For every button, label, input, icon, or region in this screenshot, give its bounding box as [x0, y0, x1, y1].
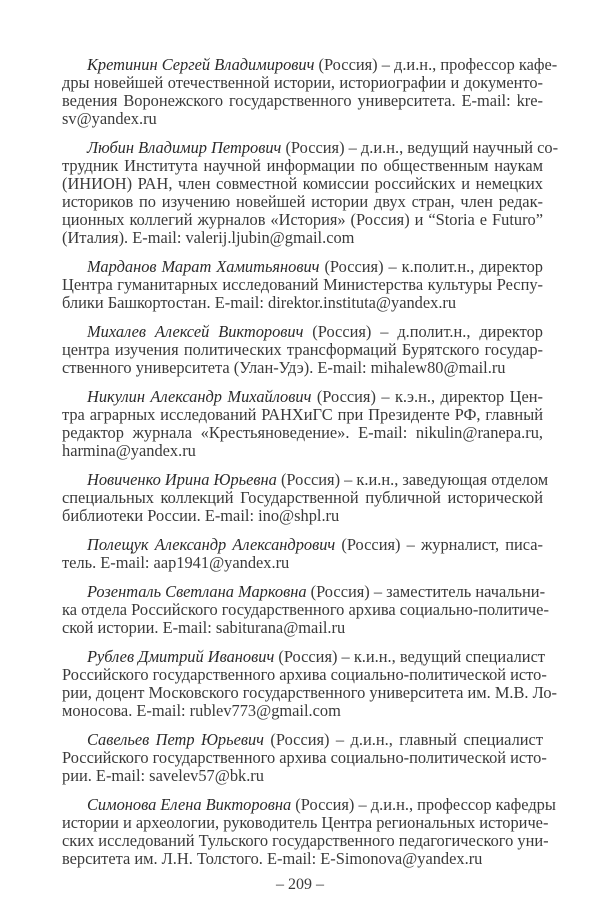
entry-line: [62, 619, 543, 637]
entry-line: [62, 554, 543, 572]
entry-text: (ИНИОН) РАН, член совместной комиссии российских и немецких: [62, 174, 543, 193]
entry-line: [62, 175, 543, 193]
entry-text: рии. E-mail: savelev57@bk.ru: [62, 766, 264, 785]
entry-text: тель. E-mail: aap1941@yandex.ru: [62, 553, 290, 572]
author-entry: [62, 388, 543, 460]
entry-text: sv@yandex.ru: [62, 109, 157, 128]
author-entry: [62, 795, 556, 868]
entry-line: [62, 702, 543, 720]
entry-line: [62, 600, 549, 619]
entry-line: [62, 276, 543, 294]
author-entry: [62, 323, 543, 377]
entry-text: ционных коллегий журналов «История» (Россия) и “Storia e Futuro”: [62, 210, 543, 229]
entry-line: [62, 229, 543, 247]
entry-text: ских исследований Тульского государственного педагогического уни-: [62, 831, 549, 850]
entry-line: [62, 294, 543, 312]
entry-line: [62, 55, 558, 74]
entry-line: [62, 507, 543, 525]
author-entry: [62, 55, 558, 128]
author-name: Полещук Александр Александрович: [87, 535, 336, 554]
entry-text: ка отдела Российского государственного архива социально-политиче-: [62, 600, 549, 619]
author-name: Любин Владимир Петрович: [87, 138, 282, 157]
entry-line: [62, 157, 543, 175]
entry-text: (Россия) – заместитель начальни-: [306, 582, 546, 601]
entry-line: [62, 211, 543, 229]
entry-text: (Россия) – к.полит.н., директор: [319, 257, 543, 276]
entry-line: [62, 323, 543, 341]
entry-text: редактор журнала «Крестьяноведение». E-mail: nikulin@ranepa.ru,: [62, 423, 543, 442]
entry-text: (Россия) – д.и.н., профессор кафе-: [314, 55, 558, 74]
entry-text: историков по изучению новейшей истории двух стран, член редак-: [62, 192, 543, 211]
author-entry: [62, 730, 547, 785]
author-entry: [62, 536, 543, 572]
entry-line: [62, 536, 543, 554]
entry-line: [62, 731, 543, 749]
entry-text: ственного университета (Улан-Удэ). E-mail: mihalew80@mail.ru: [62, 358, 506, 377]
entry-line: [62, 138, 559, 157]
entry-text: Российского государственного архива социально-политической исто-: [62, 748, 547, 767]
author-name: Никулин Александр Михайлович: [87, 387, 312, 406]
author-list: [62, 55, 559, 879]
entry-line: [62, 748, 547, 767]
entry-text: верситета им. Л.Н. Толстого. E-mail: E-Simonova@yandex.ru: [62, 849, 483, 868]
author-name: Симонова Елена Викторовна: [87, 795, 292, 814]
entry-text: (Россия) – д.и.н., главный специалист: [263, 730, 543, 749]
entry-text: истории и археологии, руководитель Центра региональных историче-: [62, 813, 549, 832]
entry-text: (Италия). E-mail: valerij.ljubin@gmail.com: [62, 228, 355, 247]
entry-line: [62, 813, 549, 832]
entry-line: [62, 424, 543, 442]
entry-line: [62, 767, 543, 785]
page-number: – 209 –: [276, 876, 324, 893]
entry-line: [62, 831, 549, 850]
author-name: Розенталь Светлана Марковна: [87, 582, 307, 601]
entry-line: [62, 442, 543, 460]
entry-line: [62, 258, 543, 276]
entry-line: [62, 470, 549, 489]
author-entry: [62, 582, 549, 637]
entry-text: специальных коллекций Государственной публичной исторической: [62, 488, 543, 507]
entry-text: ской истории. E-mail: sabiturana@mail.ru: [62, 618, 346, 637]
entry-text: (Россия) – д.полит.н., директор: [303, 322, 543, 341]
entry-line: [62, 683, 557, 702]
entry-text: (Россия) – журналист, писа-: [335, 535, 543, 554]
author-entry: [62, 258, 543, 312]
entry-text: дры новейшей отечественной истории, историографии и документо-: [62, 73, 543, 92]
entry-line: [62, 110, 543, 128]
entry-line: [62, 795, 556, 814]
entry-line: [62, 193, 543, 211]
author-entry: [62, 647, 557, 720]
entry-text: harmina@yandex.ru: [62, 441, 196, 460]
author-name: Кретинин Сергей Владимирович: [87, 55, 315, 74]
entry-line: [62, 582, 546, 601]
entry-line: [62, 74, 543, 92]
author-name: Михалев Алексей Викторович: [87, 322, 304, 341]
entry-text: блики Башкортостан. E-mail: direktor.instituta@yandex.ru: [62, 293, 457, 312]
author-name: Марданов Марат Хамитьянович: [87, 257, 320, 276]
entry-text: центра изучения политических трансформаций Бурятского государ-: [62, 340, 543, 359]
entry-text: рии, доцент Московского государственного университета им. М.В. Ло-: [62, 683, 557, 702]
entry-text: ведения Воронежского государственного университета. E-mail: kre-: [62, 91, 543, 110]
author-entry: [62, 470, 549, 525]
entry-line: [62, 388, 543, 406]
entry-text: Российского государственного архива социально-политической исто-: [62, 665, 547, 684]
entry-text: (Россия) – к.и.н., заведующая отделом: [276, 470, 549, 489]
entry-text: (Россия) – д.и.н., профессор кафедры: [291, 795, 556, 814]
entry-text: Центра гуманитарных исследований Министерства культуры Респу-: [62, 275, 543, 294]
entry-line: [62, 359, 543, 377]
entry-text: (Россия) – к.э.н., директор Цен-: [311, 387, 543, 406]
author-name: Савельев Петр Юрьевич: [87, 730, 264, 749]
author-name: Рублев Дмитрий Иванович: [87, 647, 275, 666]
entry-line: [62, 665, 547, 684]
entry-line: [62, 341, 543, 359]
entry-text: библиотеки России. E-mail: ino@shpl.ru: [62, 506, 340, 525]
entry-line: [62, 489, 543, 507]
entry-line: [62, 850, 543, 868]
entry-line: [62, 647, 546, 666]
entry-text: (Россия) – к.и.н., ведущий специалист: [274, 647, 546, 666]
author-name: Новиченко Ирина Юрьевна: [87, 470, 277, 489]
entry-text: (Россия) – д.и.н., ведущий научный со-: [281, 138, 559, 157]
author-entry: [62, 138, 559, 247]
entry-text: трудник Института научной информации по общественным наукам: [62, 156, 543, 175]
entry-text: моносова. E-mail: rublev773@gmail.com: [62, 701, 341, 720]
entry-line: [62, 406, 543, 424]
entry-line: [62, 92, 543, 110]
entry-text: тра аграрных исследований РАНХиГС при Президенте РФ, главный: [62, 405, 543, 424]
